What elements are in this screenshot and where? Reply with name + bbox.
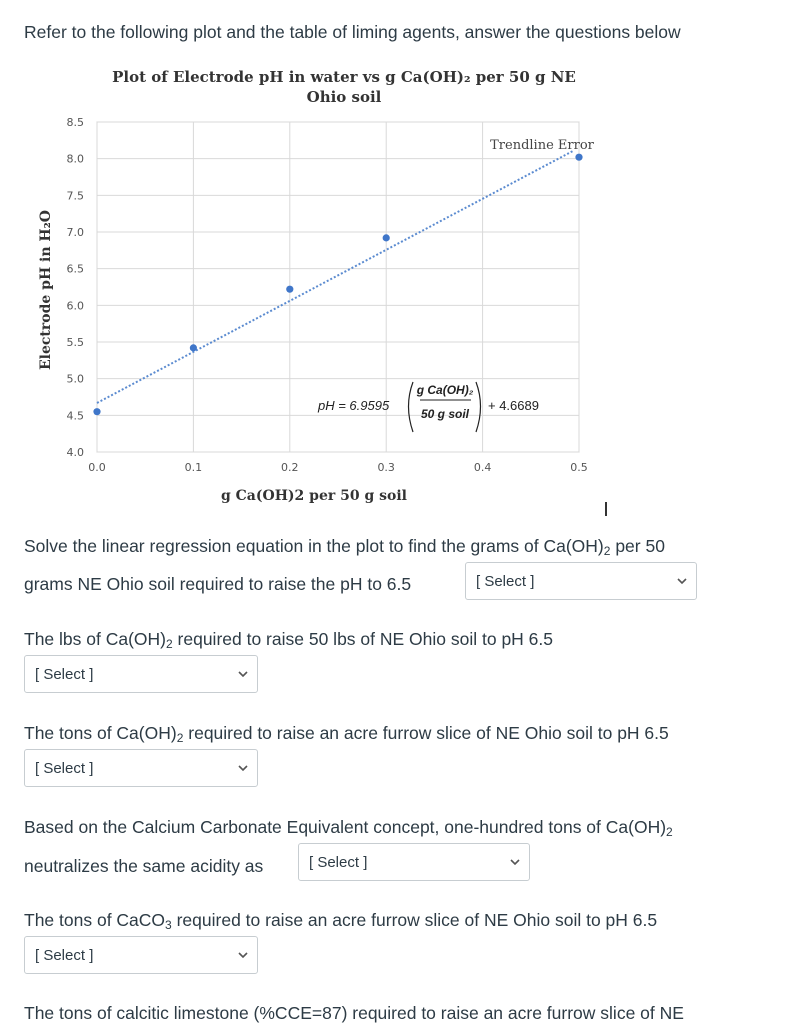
- chevron-down-icon: [237, 668, 249, 680]
- text-cursor: [605, 502, 607, 516]
- question-2: The lbs of $Ca(OH)_2$ required to raise 50 lbs of NE Ohio soil to pH 6.5: [24, 629, 554, 651]
- question-3: The tons of $Ca(OH)_2$ required to raise an acre furrow slice of NE Ohio soil to pH 6.5: [24, 723, 669, 745]
- question-4-line2: neutralizes the same acidity as: [24, 856, 264, 876]
- select-label: [ Select ]: [309, 854, 368, 871]
- data-point: [190, 344, 197, 351]
- data-point: [93, 408, 100, 415]
- y-tick-label: 6.5: [66, 262, 84, 276]
- answer-select-4[interactable]: [298, 843, 530, 881]
- equation-rhs: + 4.6689: [488, 398, 539, 413]
- equation-denominator: 50 g soil: [420, 407, 470, 421]
- select-label: [ Select ]: [476, 573, 535, 590]
- x-tick-label: 0.1: [184, 461, 203, 474]
- question-1-line2: grams NE Ohio soil required to raise the pH to 6.5: [24, 574, 412, 594]
- chevron-down-icon: [509, 856, 521, 868]
- x-tick-label: 0.0: [88, 461, 106, 474]
- question-6: The tons of calcitic limestone (%CCE=87) required to raise an acre furrow slice of NE: [24, 1003, 684, 1023]
- select-label: [ Select ]: [35, 760, 94, 777]
- data-point: [383, 234, 390, 241]
- chart-title-line2: Ohio soil: [306, 88, 382, 106]
- select-label: [ Select ]: [35, 947, 94, 964]
- x-axis-label: g Ca(OH)2 per 50 g soil: [221, 488, 407, 504]
- y-tick-label: 8.0: [66, 152, 84, 166]
- intro-text: Refer to the following plot and the table of liming agents, answer the questions below: [24, 22, 681, 42]
- chart-title-line1: Plot of Electrode pH in water vs g Ca(OH)₂ per 50 g NE: [112, 68, 576, 86]
- select-label: [ Select ]: [35, 666, 94, 683]
- data-point: [575, 154, 582, 161]
- y-tick-label: 7.0: [66, 226, 84, 239]
- answer-select-2[interactable]: [24, 655, 258, 693]
- equation-numerator: g Ca(OH)₂: [416, 383, 474, 397]
- y-tick-label: 4.0: [66, 446, 84, 459]
- question-1-line1: Solve the linear regression equation in the plot to find the grams of $Ca(OH)_2$ per 50: [24, 536, 665, 558]
- equation-lhs: pH = 6.9595: [318, 398, 390, 413]
- y-tick-label: 6.0: [66, 299, 84, 313]
- y-tick-label: 5.5: [66, 336, 84, 349]
- y-tick-label: 4.5: [66, 409, 84, 423]
- chevron-down-icon: [676, 575, 688, 587]
- data-point: [286, 286, 293, 293]
- answer-select-1[interactable]: [465, 562, 697, 600]
- trendline-label: Trendline Error: [490, 138, 594, 153]
- ph-chart: [24, 60, 614, 510]
- x-tick-label: 0.4: [473, 461, 492, 474]
- y-axis-label: Electrode pH in H₂O: [38, 210, 54, 370]
- chevron-down-icon: [237, 949, 249, 961]
- answer-select-3[interactable]: [24, 749, 258, 787]
- x-tick-label: 0.5: [570, 461, 588, 474]
- y-tick-label: 8.5: [66, 116, 84, 129]
- question-4-line1: Based on the Calcium Carbonate Equivalent concept, one-hundred tons of $Ca(OH)_2$: [24, 817, 673, 839]
- chevron-down-icon: [237, 762, 249, 774]
- x-tick-label: 0.3: [377, 461, 395, 474]
- answer-select-5[interactable]: [24, 936, 258, 974]
- x-tick-label: 0.2: [281, 461, 299, 474]
- chart-svg: [24, 60, 614, 510]
- y-tick-label: 5.0: [66, 372, 84, 386]
- question-5: The tons of CaCO$_3$ required to raise an acre furrow slice of NE Ohio soil to pH 6.5: [24, 910, 658, 932]
- y-tick-label: 7.5: [66, 189, 84, 203]
